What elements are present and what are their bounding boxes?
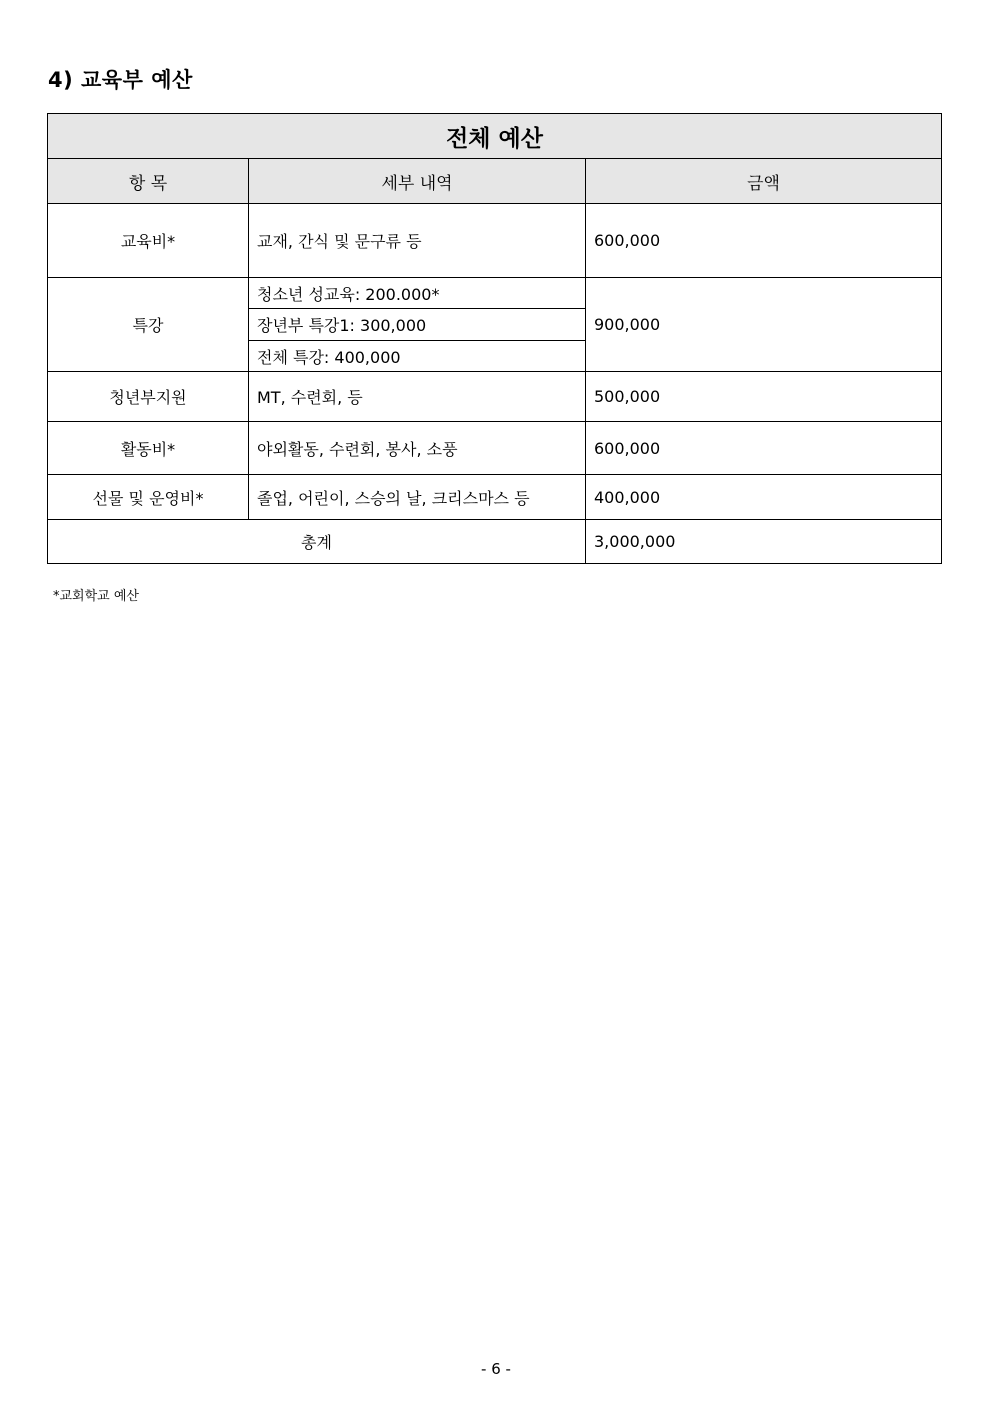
row-amount: 600,000 <box>586 204 942 278</box>
row-subdetail: 청소년 성교육: 200.000* <box>249 278 586 309</box>
table-row <box>48 204 942 278</box>
page-number: - 6 - <box>481 1360 511 1378</box>
table-row <box>48 278 942 309</box>
table-title: 전체 예산 <box>48 114 942 159</box>
footnote: *교회학교 예산 <box>53 589 139 604</box>
row-amount: 900,000 <box>586 278 942 372</box>
row-amount: 600,000 <box>586 422 942 475</box>
budget-table <box>47 113 942 564</box>
row-item: 활동비* <box>48 422 249 475</box>
row-subdetail: 전체 특강: 400,000 <box>249 341 586 372</box>
table-header-row <box>48 159 942 204</box>
row-detail: 교재, 간식 및 문구류 등 <box>249 204 586 278</box>
section-title: 4) 교육부 예산 <box>48 68 193 92</box>
row-item: 특강 <box>48 278 249 372</box>
header-item: 항 목 <box>48 159 249 204</box>
row-amount: 500,000 <box>586 372 942 422</box>
total-label: 총계 <box>48 520 586 564</box>
row-item: 청년부지원 <box>48 372 249 422</box>
row-detail: MT, 수련회, 등 <box>249 372 586 422</box>
row-detail: 야외활동, 수련회, 봉사, 소풍 <box>249 422 586 475</box>
table-row <box>48 372 942 422</box>
row-item: 선물 및 운영비* <box>48 475 249 520</box>
total-amount: 3,000,000 <box>586 520 942 564</box>
row-detail: 졸업, 어린이, 스승의 날, 크리스마스 등 <box>249 475 586 520</box>
header-detail: 세부 내역 <box>249 159 586 204</box>
row-subdetail: 장년부 특강1: 300,000 <box>249 309 586 341</box>
table-row <box>48 422 942 475</box>
table-title-row <box>48 114 942 159</box>
header-amount: 금액 <box>586 159 942 204</box>
table-row <box>48 475 942 520</box>
row-amount: 400,000 <box>586 475 942 520</box>
total-row <box>48 520 942 564</box>
row-item: 교육비* <box>48 204 249 278</box>
